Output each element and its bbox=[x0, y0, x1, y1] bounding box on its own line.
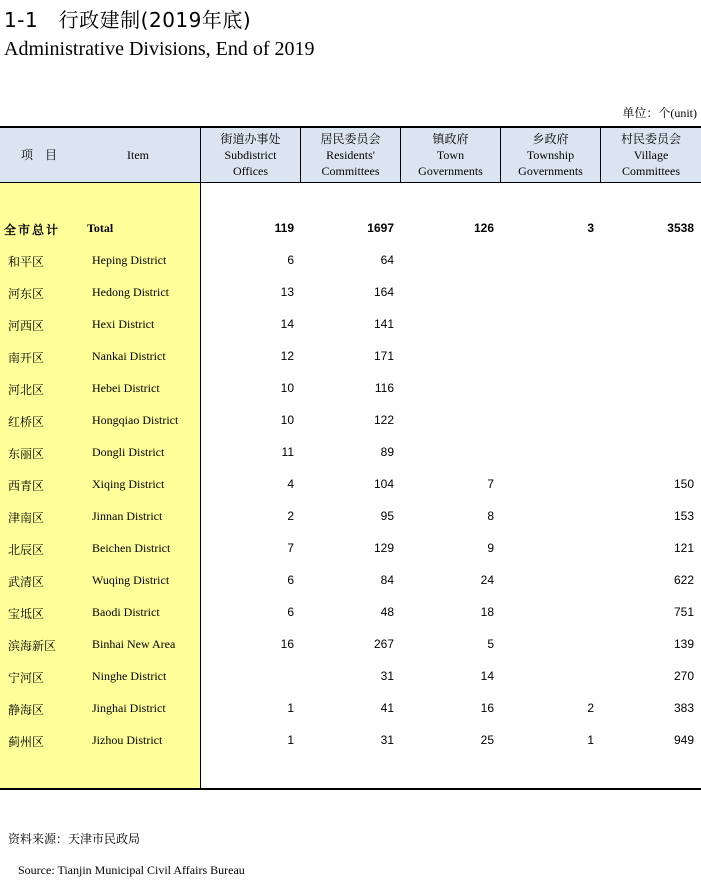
cell-residents: 31 bbox=[380, 733, 394, 747]
row-label-en: Beichen District bbox=[92, 541, 171, 555]
cell-residents: 64 bbox=[380, 253, 394, 267]
row-label-en: Ninghe District bbox=[92, 669, 167, 683]
header-label-en: Residents' bbox=[326, 148, 375, 162]
row-label-zh: 宝坻区 bbox=[8, 607, 45, 621]
table-row bbox=[0, 278, 701, 310]
table-row bbox=[0, 726, 701, 758]
cell-town: 14 bbox=[480, 669, 494, 683]
row-label-en: Nankai District bbox=[92, 349, 166, 363]
header-label-en: Village bbox=[633, 148, 669, 162]
table-row bbox=[0, 374, 701, 406]
cell-subdistrict: 6 bbox=[287, 573, 294, 587]
row-label-en: Hongqiao District bbox=[92, 413, 179, 427]
source-en: Source: Tianjin Municipal Civil Affairs Bureau bbox=[18, 863, 245, 877]
table-row bbox=[0, 662, 701, 694]
cell-subdistrict: 10 bbox=[280, 413, 294, 427]
table-row bbox=[0, 502, 701, 534]
row-label-en: Heping District bbox=[92, 253, 167, 267]
cell-residents: 122 bbox=[373, 413, 394, 427]
row-label-zh: 河西区 bbox=[8, 319, 45, 333]
cell-village: 121 bbox=[673, 541, 694, 555]
cell-town: 18 bbox=[480, 605, 494, 619]
header-label-en: Committees bbox=[321, 164, 380, 178]
cell-residents: 1697 bbox=[367, 221, 394, 235]
cell-residents: 116 bbox=[374, 381, 394, 395]
row-label-en: Hexi District bbox=[92, 317, 155, 331]
cell-town: 126 bbox=[473, 221, 494, 235]
row-label-zh: 河东区 bbox=[8, 287, 45, 301]
table-bottom-rule bbox=[0, 788, 701, 790]
cell-village: 150 bbox=[673, 477, 694, 491]
header-label-en: Governments bbox=[418, 164, 483, 178]
header-label: 项 目 bbox=[20, 148, 57, 162]
row-label-zh: 蓟州区 bbox=[8, 735, 45, 749]
row-label-en: Jinnan District bbox=[92, 509, 163, 523]
cell-town: 5 bbox=[487, 637, 494, 651]
table-row-total bbox=[0, 214, 701, 246]
cell-town: 9 bbox=[487, 541, 494, 555]
unit-label bbox=[622, 104, 697, 121]
header-label-en: Governments bbox=[518, 164, 583, 178]
table-row bbox=[0, 470, 701, 502]
cell-village: 751 bbox=[673, 605, 694, 619]
source-zh: 资料来源：天津市民政局 bbox=[8, 832, 141, 846]
cell-subdistrict: 16 bbox=[280, 637, 294, 651]
cell-subdistrict: 14 bbox=[280, 317, 294, 331]
row-label-zh: 北辰区 bbox=[8, 543, 45, 557]
cell-residents: 48 bbox=[380, 605, 394, 619]
cell-town: 25 bbox=[480, 733, 494, 747]
cell-village: 622 bbox=[673, 573, 694, 587]
header-bottom-rule bbox=[0, 182, 701, 183]
header-label-zh: 乡政府 bbox=[532, 132, 569, 146]
cell-subdistrict: 1 bbox=[287, 701, 294, 715]
row-label-en: Binhai New Area bbox=[92, 637, 176, 651]
cell-residents: 31 bbox=[380, 669, 394, 683]
row-label-zh: 东丽区 bbox=[8, 447, 45, 461]
table-row bbox=[0, 310, 701, 342]
cell-town: 24 bbox=[480, 573, 494, 587]
cell-town: 16 bbox=[480, 701, 494, 715]
cell-residents: 84 bbox=[380, 573, 394, 587]
row-label-zh: 全市总计 bbox=[4, 223, 61, 237]
header-item-zh bbox=[4, 128, 74, 182]
row-label-en: Hedong District bbox=[92, 285, 169, 299]
row-label-en: Hebei District bbox=[92, 381, 160, 395]
cell-village: 270 bbox=[673, 669, 694, 683]
header-item-en bbox=[100, 128, 176, 182]
header-label-en: Committees bbox=[622, 164, 680, 178]
row-label-zh: 滨海新区 bbox=[8, 639, 57, 653]
divisions-table bbox=[0, 126, 701, 790]
row-label-zh: 宁河区 bbox=[8, 671, 45, 685]
header-label-zh: 村民委员会 bbox=[620, 132, 681, 146]
cell-subdistrict: 6 bbox=[287, 253, 294, 267]
cell-village: 139 bbox=[673, 637, 694, 651]
header-label: Item bbox=[127, 148, 149, 162]
cell-residents: 104 bbox=[373, 477, 394, 491]
table-row bbox=[0, 406, 701, 438]
row-label-zh: 南开区 bbox=[8, 351, 45, 365]
row-label-zh: 河北区 bbox=[8, 383, 45, 397]
cell-subdistrict: 2 bbox=[287, 509, 294, 523]
cell-town: 8 bbox=[487, 509, 494, 523]
table-row bbox=[0, 534, 701, 566]
cell-residents: 141 bbox=[373, 317, 394, 331]
row-label-zh: 和平区 bbox=[8, 255, 45, 269]
row-label-zh: 红桥区 bbox=[8, 415, 45, 429]
header-label-zh: 居民委员会 bbox=[320, 132, 381, 146]
row-label-zh: 津南区 bbox=[8, 511, 45, 525]
row-label-zh: 武清区 bbox=[8, 575, 45, 589]
row-label-en: Jinghai District bbox=[92, 701, 166, 715]
cell-subdistrict: 6 bbox=[287, 605, 294, 619]
unit-zh: 单位：个 bbox=[622, 106, 671, 120]
header-village bbox=[601, 128, 701, 182]
row-label-en: Xiqing District bbox=[92, 477, 165, 491]
cell-town: 7 bbox=[487, 477, 494, 491]
header-label-en: Township bbox=[526, 148, 575, 162]
cell-residents: 129 bbox=[373, 541, 394, 555]
table-row bbox=[0, 246, 701, 278]
header-subdistrict bbox=[201, 128, 300, 182]
row-label-en: Wuqing District bbox=[92, 573, 170, 587]
cell-village: 949 bbox=[673, 733, 694, 747]
cell-township: 1 bbox=[587, 733, 594, 747]
row-label-en: Jizhou District bbox=[92, 733, 163, 747]
header-label-en: Town bbox=[436, 148, 465, 162]
cell-village: 3538 bbox=[667, 221, 694, 235]
header-label-zh: 街道办事处 bbox=[220, 132, 281, 146]
cell-subdistrict: 7 bbox=[287, 541, 294, 555]
header-town bbox=[401, 128, 500, 182]
table-row bbox=[0, 694, 701, 726]
table-row bbox=[0, 566, 701, 598]
cell-residents: 164 bbox=[373, 285, 394, 299]
cell-residents: 171 bbox=[373, 349, 394, 363]
page-title-en: Administrative Divisions, End of 2019 bbox=[4, 38, 315, 60]
header-township bbox=[501, 128, 600, 182]
table-row bbox=[0, 438, 701, 470]
cell-subdistrict: 119 bbox=[274, 221, 294, 235]
cell-residents: 41 bbox=[380, 701, 394, 715]
cell-subdistrict: 13 bbox=[280, 285, 294, 299]
page-title-zh: 1-1 行政建制(2019年底) bbox=[4, 8, 252, 32]
cell-subdistrict: 11 bbox=[281, 445, 294, 459]
cell-subdistrict: 4 bbox=[287, 477, 294, 491]
table-row bbox=[0, 598, 701, 630]
cell-subdistrict: 12 bbox=[280, 349, 294, 363]
cell-subdistrict: 10 bbox=[280, 381, 294, 395]
table-row bbox=[0, 342, 701, 374]
cell-residents: 267 bbox=[373, 637, 394, 651]
header-residents bbox=[301, 128, 400, 182]
header-label-zh: 镇政府 bbox=[432, 132, 469, 146]
cell-township: 2 bbox=[587, 701, 594, 715]
unit-en: (unit) bbox=[670, 106, 697, 120]
cell-residents: 89 bbox=[380, 445, 394, 459]
header-label-en: Subdistrict bbox=[224, 148, 277, 162]
table-row bbox=[0, 630, 701, 662]
row-label-zh: 西青区 bbox=[8, 479, 45, 493]
row-label-en: Dongli District bbox=[92, 445, 165, 459]
cell-township: 3 bbox=[587, 221, 594, 235]
cell-subdistrict: 1 bbox=[287, 733, 294, 747]
cell-village: 383 bbox=[673, 701, 694, 715]
row-label-zh: 静海区 bbox=[8, 703, 45, 717]
row-label-en: Baodi District bbox=[92, 605, 160, 619]
cell-residents: 95 bbox=[380, 509, 394, 523]
header-label-en: Offices bbox=[232, 164, 269, 178]
row-label-en: Total bbox=[87, 221, 114, 235]
cell-village: 153 bbox=[673, 509, 694, 523]
